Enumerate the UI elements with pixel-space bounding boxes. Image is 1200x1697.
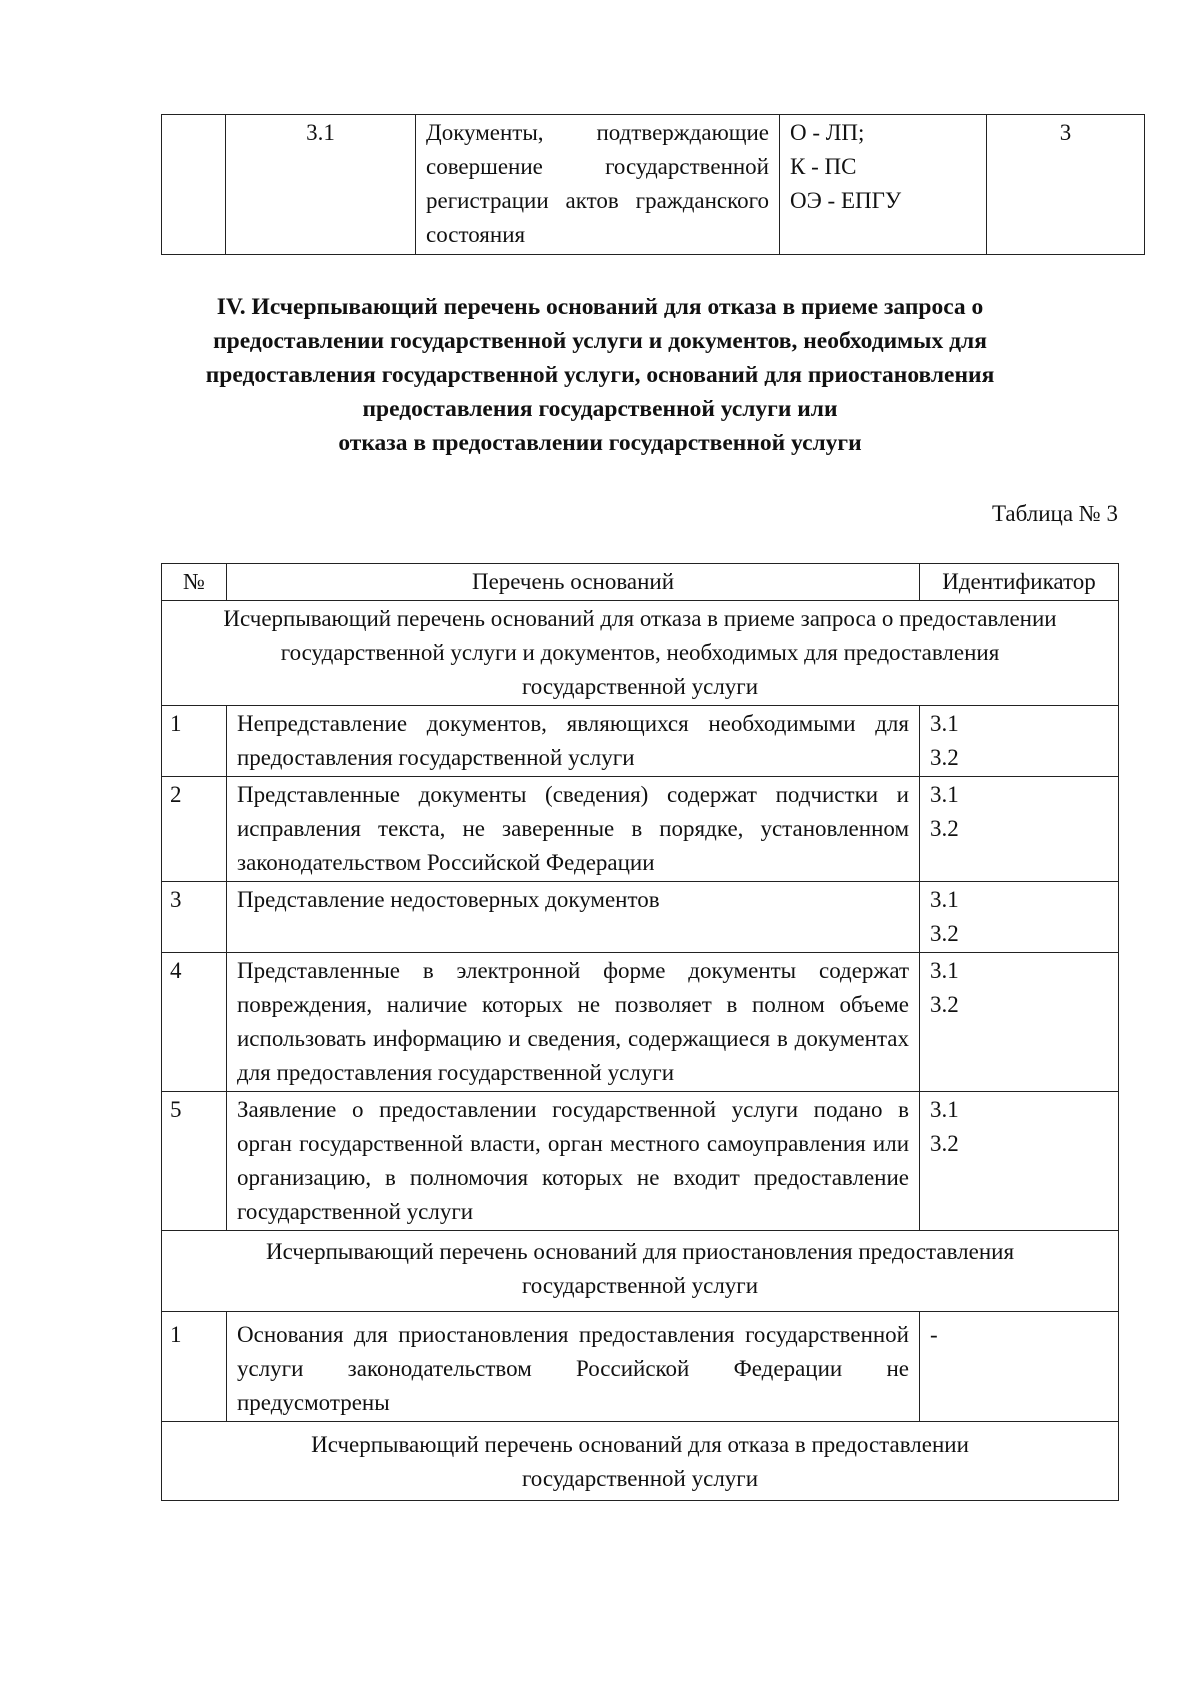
row-number: 3	[162, 882, 227, 953]
section-title-row	[162, 1231, 1119, 1312]
row-text: Заявление о предоставлении государственной услуги подано в орган государственной власти, орган местного самоуправления или организацию, в полномочия которых не входит предоставление государственной услуги	[227, 1092, 920, 1231]
item-codes: О - ЛП; К - ПС ОЭ - ЕПГУ	[780, 115, 987, 255]
table-row	[162, 1092, 1119, 1231]
item-number: 3.1	[226, 115, 416, 255]
row-number: 5	[162, 1092, 227, 1231]
table-row	[162, 882, 1119, 953]
row-number: 1	[162, 1312, 227, 1422]
table-row	[162, 777, 1119, 882]
row-text: Непредставление документов, являющихся необходимыми для предоставления государственной услуги	[227, 706, 920, 777]
table-row	[162, 706, 1119, 777]
row-number: 4	[162, 953, 227, 1092]
row-identifier: 3.1 3.2	[920, 882, 1119, 953]
section-title-row	[162, 1422, 1119, 1501]
header-num: №	[162, 564, 227, 601]
section-title-row	[162, 601, 1119, 706]
table-row	[162, 115, 1145, 255]
item-description: Документы, подтверждающие совершение государственной регистрации актов гражданского состояния	[416, 115, 780, 255]
section-title: Исчерпывающий перечень оснований для отказа в предоставлении государственной услуги	[162, 1422, 1119, 1501]
section-title: Исчерпывающий перечень оснований для приостановления предоставления государственной услуги	[162, 1231, 1119, 1312]
row-identifier: 3.1 3.2	[920, 777, 1119, 882]
header-reasons: Перечень оснований	[227, 564, 920, 601]
row-number: 2	[162, 777, 227, 882]
row-text: Представление недостоверных документов	[227, 882, 920, 953]
item-count: 3	[987, 115, 1145, 255]
header-identifier: Идентификатор	[920, 564, 1119, 601]
row-text: Представленные документы (сведения) содержат подчистки и исправления текста, не заверенные в порядке, установленном законодательством Российской Федерации	[227, 777, 920, 882]
row-identifier: 3.1 3.2	[920, 1092, 1119, 1231]
row-identifier: 3.1 3.2	[920, 706, 1119, 777]
table-caption: Таблица № 3	[991, 501, 1118, 526]
section-title: Исчерпывающий перечень оснований для отказа в приеме запроса о предоставлении государственной услуги и документов, необходимых для предоставления государственной услуги	[162, 601, 1119, 706]
row-identifier: -	[920, 1312, 1119, 1422]
empty-cell	[162, 115, 226, 255]
table-header-row	[162, 564, 1119, 601]
row-identifier: 3.1 3.2	[920, 953, 1119, 1092]
table-row	[162, 1312, 1119, 1422]
section-heading: IV. Исчерпывающий перечень оснований для отказа в приеме запроса о предоставлении государственной услуги и документов, необходимых для предоставления государственной услуги, оснований для приостановления предоставления государственной услуги или отказа в предоставлении государственной услуги	[205, 294, 995, 456]
continued-table	[161, 114, 1145, 255]
reasons-table	[161, 563, 1119, 1501]
row-text: Представленные в электронной форме документы содержат повреждения, наличие которых не позволяет в полном объеме использовать информацию и сведения, содержащиеся в документах для предоставления государственной услуги	[227, 953, 920, 1092]
row-text: Основания для приостановления предоставления государственной услуги законодательством Российской Федерации не предусмотрены	[227, 1312, 920, 1422]
table-row	[162, 953, 1119, 1092]
row-number: 1	[162, 706, 227, 777]
